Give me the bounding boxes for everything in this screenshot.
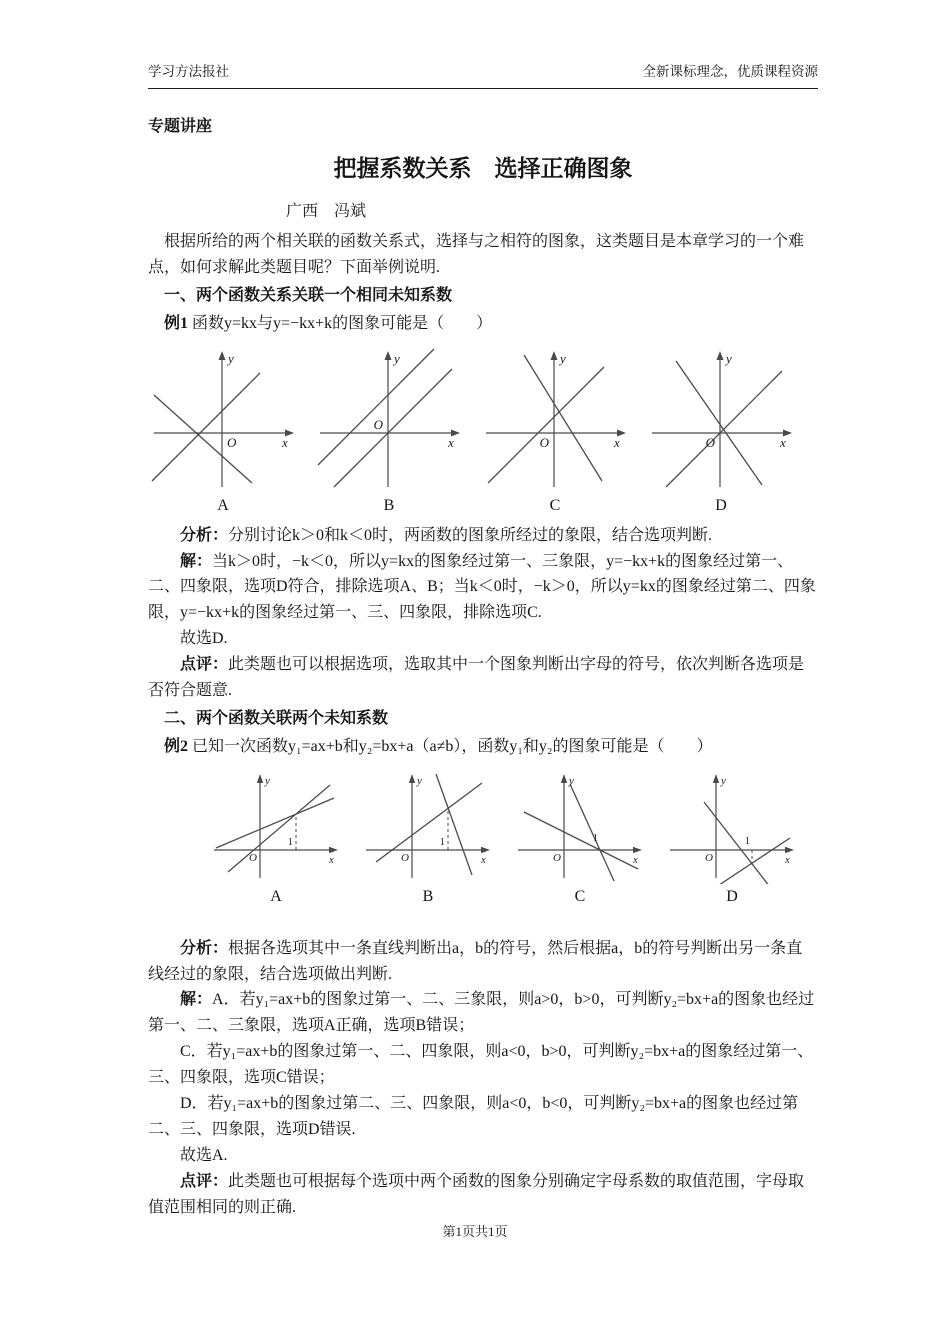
origin-label: O: [539, 434, 549, 450]
option-letter: C: [574, 887, 586, 905]
x-axis-arrow-icon: [785, 847, 794, 853]
example2-conclusion: 故选A.: [180, 1146, 228, 1164]
x-axis-label: x: [614, 434, 620, 450]
x-axis-label: x: [282, 434, 288, 450]
example2-text: 已知一次函数y₁=ax+b和y₂=bx+a（a≠b），函数y₁和y₂的图象可能是（ ）: [192, 737, 713, 755]
header-left-text: 学习方法报社: [148, 64, 229, 79]
falling-line: [704, 802, 770, 884]
section2-heading: 二、两个函数关联两个未知系数: [164, 709, 389, 727]
solution-a-text: A．若y₁=ax+b的图象过第一、二、三象限，则a>0，b>0，可判断y₂=bx+a的图象也经过第一、二、三象限，选项A正确，选项B错误；: [148, 991, 815, 1035]
x-axis-arrow-icon: [329, 847, 338, 853]
figure-option-d: [666, 768, 798, 910]
y-axis-arrow-icon: [713, 774, 719, 783]
rising-line-2: [318, 349, 434, 465]
x-axis-arrow-icon: [481, 847, 490, 853]
y-axis-label: y: [394, 350, 400, 366]
option-letter: B: [383, 496, 395, 514]
example1-conclusion: 故选D.: [180, 630, 228, 648]
falling-line: [676, 361, 762, 485]
origin-label: O: [705, 434, 715, 450]
option-letter: A: [270, 887, 282, 905]
solution-text: 当k＞0时，−k＜0，所以y=kx的图象经过第一、三象限，y=−kx+k的图象经过第一、二、四象限，选项D符合，排除选项A、B；当k＜0时，−k＞0，所以y=kx的图象经过第二、四象限，y=−kx+k的图象经过第一、三、四象限，排除选项C.: [148, 552, 816, 622]
figure-option-a: [148, 345, 298, 519]
falling-line: [154, 395, 252, 483]
rising-line-1: [334, 369, 452, 487]
document-content: [148, 114, 818, 1221]
example1-comment: [148, 652, 818, 704]
header-right-text: 全新课标理念，优质课程资源: [642, 64, 818, 79]
example1-analysis: [148, 523, 818, 549]
y-axis-label: y: [417, 774, 422, 787]
origin-label: O: [401, 851, 409, 864]
analysis-label: 分析：: [180, 526, 229, 544]
origin-label: O: [553, 851, 561, 864]
comment-label: 点评：: [180, 656, 229, 674]
figure-option-b: [314, 345, 464, 519]
intro-paragraph: 根据所给的两个相关联的函数关系式，选择与之相符的图象，这类题目是本章学习的一个难点，如何求解此类题目呢？下面举例说明.: [148, 233, 805, 276]
figure-option-c: [480, 345, 630, 519]
y-axis-arrow-icon: [385, 351, 392, 360]
solution-label: 解：: [180, 991, 213, 1009]
tick-label-one: 1: [439, 836, 445, 848]
rising-line-1: [228, 785, 330, 872]
tick-label-one: 1: [287, 836, 293, 848]
x-axis-label: x: [329, 853, 334, 866]
comment-text: 此类题也可以根据选项，选取其中一个图象判断出字母的符号，依次判断各选项是否符合题意.: [148, 656, 805, 700]
y-axis-arrow-icon: [257, 774, 263, 783]
analysis-label: 分析：: [180, 939, 229, 957]
example2-graphs-row: [210, 768, 818, 910]
option-letter: B: [422, 887, 434, 905]
y-axis-arrow-icon: [561, 774, 567, 783]
comment-text: 此类题也可根据每个选项中两个函数的图象分别确定字母系数的取值范围，字母取值范围相同的则正确.: [148, 1172, 805, 1216]
figure-option-b: [362, 768, 494, 910]
option-letter: D: [715, 496, 727, 514]
option-letter: D: [726, 887, 738, 905]
example1-statement: [148, 311, 818, 337]
example2-statement: [148, 734, 818, 760]
origin-label: O: [249, 851, 257, 864]
figure-option-c: [514, 768, 646, 910]
page-indicator: 第1页共1页: [442, 1224, 508, 1239]
example2-label: 例2: [164, 737, 189, 755]
section1-heading: 一、两个函数关系关联一个相同未知系数: [164, 286, 453, 304]
rising-line: [152, 373, 260, 481]
example1-text: 函数y=kx与y=−kx+k的图象可能是（ ）: [192, 314, 493, 332]
y-axis-label: y: [721, 774, 726, 787]
option-letter: C: [549, 496, 561, 514]
example2-solution-d: D．若y₁=ax+b的图象过第二、三、四象限，则a<0，b<0，可判断y₂=bx+a的图象也经过第二、三、四象限，选项D错误.: [148, 1095, 799, 1138]
figure-option-a: [210, 768, 342, 910]
falling-line: [436, 774, 472, 875]
lecture-label: 专题讲座: [148, 118, 213, 135]
y-axis-label: y: [726, 350, 732, 366]
rising-line-2: [216, 798, 334, 848]
example1-graphs-row: [148, 345, 818, 519]
y-axis-label: y: [569, 774, 574, 787]
coordinate-graph-b: [362, 768, 494, 884]
coordinate-graph-b: [314, 345, 464, 493]
option-letter: A: [217, 496, 229, 514]
y-axis-arrow-icon: [219, 351, 226, 360]
coordinate-graph-d: [646, 345, 796, 493]
analysis-text: 分别讨论k＞0和k＜0时，两函数的图象所经过的象限，结合选项判断.: [228, 526, 713, 544]
origin-label: O: [705, 851, 713, 864]
example2-analysis: [148, 936, 818, 988]
x-axis-label: x: [448, 434, 454, 450]
x-axis-label: x: [785, 853, 790, 866]
comment-label: 点评：: [180, 1172, 229, 1190]
example2-solution-a: [148, 987, 818, 1039]
example2-solution-c: C．若y₁=ax+b的图象过第一、二、四象限，则a<0，b>0，可判断y₂=bx+a的图象经过第一、三、四象限，选项C错误；: [148, 1043, 814, 1087]
figure-option-d: [646, 345, 796, 519]
x-axis-label: x: [780, 434, 786, 450]
coordinate-graph-a: [148, 345, 298, 493]
coordinate-graph-d: [666, 768, 798, 884]
coordinate-graph-a: [210, 768, 342, 884]
tick-label-one: 1: [592, 832, 598, 844]
y-axis-arrow-icon: [409, 774, 415, 783]
tick-label-one: 1: [744, 835, 750, 847]
coordinate-graph-c: [480, 345, 630, 493]
y-axis-label: y: [560, 350, 566, 366]
page-header: [148, 60, 818, 89]
author-line: 广西 冯斌: [286, 203, 367, 221]
example2-comment: [148, 1169, 818, 1221]
falling-line-2: [524, 812, 638, 869]
x-axis-arrow-icon: [633, 847, 642, 853]
x-axis-label: x: [633, 853, 638, 866]
rising-line: [488, 367, 604, 483]
y-axis-arrow-icon: [717, 351, 724, 360]
rising-line: [666, 371, 782, 487]
page-title: 把握系数关系 选择正确图象: [333, 155, 633, 181]
falling-line: [524, 355, 602, 481]
y-axis-label: y: [228, 350, 234, 366]
origin-label: O: [227, 434, 237, 450]
coordinate-graph-c: [514, 768, 646, 884]
example1-solution: [148, 549, 818, 627]
page-footer: [0, 1221, 950, 1240]
example1-label: 例1: [164, 314, 189, 332]
analysis-text: 根据各选项其中一条直线判断出a，b的符号，然后根据a，b的符号判断出另一条直线经过的象限，结合选项做出判断.: [148, 939, 803, 983]
solution-label: 解：: [180, 552, 213, 570]
x-axis-label: x: [481, 853, 486, 866]
y-axis-label: y: [265, 774, 270, 787]
origin-label: O: [373, 416, 383, 432]
y-axis-arrow-icon: [551, 351, 558, 360]
